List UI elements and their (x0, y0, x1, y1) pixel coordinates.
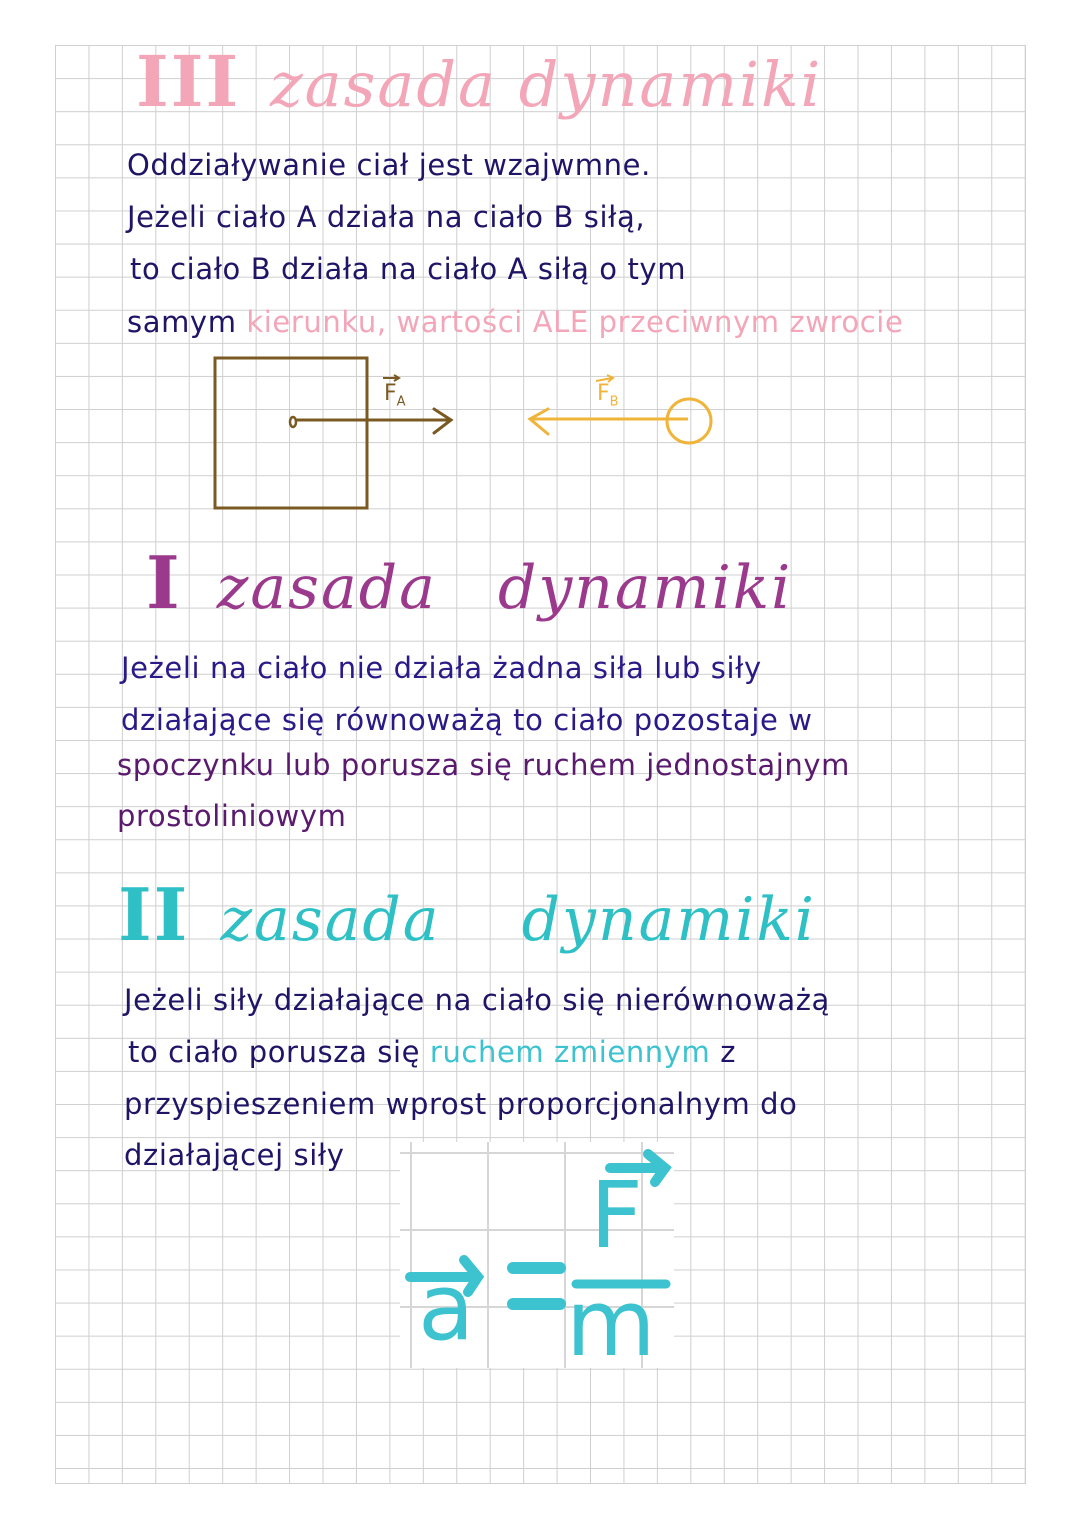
equals-sign (513, 1268, 560, 1304)
force-a-label (384, 381, 406, 409)
third-law-line-2: Jeżeli ciało A działa na ciało B siłą, (127, 200, 646, 234)
box-icon (215, 358, 367, 508)
second-law-highlight: ruchem zmiennym (429, 1035, 711, 1069)
second-law-line-3: przyspieszeniem wprost proporcjonalnym do (124, 1087, 798, 1121)
first-law-heading (146, 540, 792, 625)
second-law-line-2-suffix: z (720, 1035, 737, 1069)
third-law-diagram (0, 0, 1080, 560)
force-a-arrow-icon (290, 375, 451, 433)
first-law-numeral: I (146, 540, 182, 625)
first-law-line-4: prostoliniowym (117, 799, 347, 833)
first-law-title: zasada dynamiki (216, 553, 793, 623)
second-law-line-1: Jeżeli siły działające na ciało się nierównoważą (124, 983, 830, 1017)
force-b-subscript: B (609, 394, 619, 410)
force-b-label (597, 381, 619, 409)
third-law-highlight: kierunku, wartości ALE przeciwnym zwrocie (246, 305, 904, 339)
second-law-numeral: II (118, 872, 190, 957)
force-a-subscript: A (396, 394, 406, 410)
second-law-line-2 (128, 1035, 736, 1069)
second-law-title: zasada dynamiki (220, 885, 816, 955)
third-law-line-3: to ciało B działa na ciało A siłą o tym (130, 252, 687, 286)
third-law-title: zasada dynamiki (269, 48, 823, 121)
third-law-line-1: Oddziaływanie ciał jest wzajwmne. (127, 148, 651, 182)
third-law-line-4-prefix: samym (127, 305, 237, 339)
first-law-line-2: działające się równoważą to ciało pozostaje w (121, 703, 813, 737)
second-law-heading (118, 872, 816, 957)
force-b-letter: F (597, 381, 610, 406)
formula-denominator: m (566, 1270, 656, 1377)
second-law-line-2-prefix: to ciało porusza się (128, 1035, 421, 1069)
first-law-line-3: spoczynku lub porusza się ruchem jednostajnym (117, 748, 850, 782)
third-law-numeral: III (136, 40, 241, 123)
formula-lhs: a (418, 1254, 475, 1361)
ball-icon (667, 399, 711, 443)
first-law-line-1: Jeżeli na ciało nie działa żadna siła lub siły (121, 651, 762, 685)
formula-numerator: F (590, 1162, 643, 1269)
second-law-line-4: działającej siły (124, 1138, 345, 1172)
force-a-letter: F (384, 381, 397, 406)
